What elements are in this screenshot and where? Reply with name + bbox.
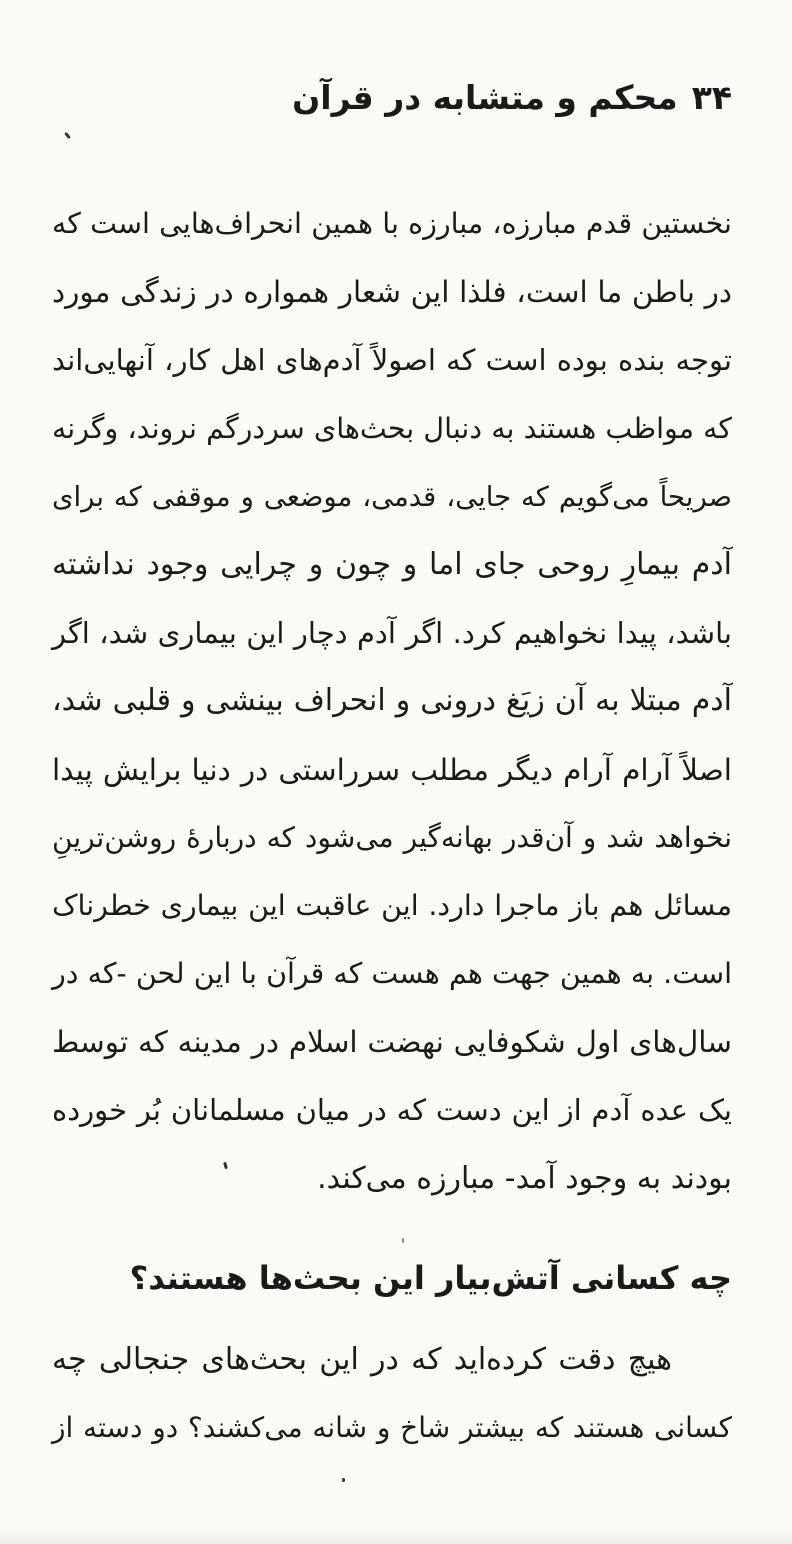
page-number: ۳۴	[691, 78, 732, 117]
text-line: است. به همین جهت هم هست که قرآن با این لحن -که در	[52, 957, 732, 991]
text-line: اصلاً آرام آرام دیگر مطلب سرراستی در دنیا برایش پیدا	[52, 752, 732, 787]
text-line: باشد، پیدا نخواهیم کرد. اگر آدم دچار این بیماری شد، اگر	[52, 616, 732, 651]
text-line: مسائل هم باز ماجرا دارد. این عاقبت این بیماری خطرناک	[52, 888, 732, 922]
text-line: سال‌های اول شکوفایی نهضت اسلام در مدینه که توسط	[52, 1025, 732, 1060]
paper-speck	[402, 1238, 404, 1243]
page-header	[292, 78, 732, 117]
paper-speck	[342, 1478, 345, 1482]
text-line: هیچ دقت کرده‌اید که در این بحث‌های جنجالی چه	[52, 1342, 672, 1377]
text-line: که مواظب هستند به دنبال بحث‌های سردرگم نروند، وگرنه	[52, 411, 732, 445]
paragraph-main	[52, 190, 732, 1213]
text-line: در باطن ما است، فلذا این شعار همواره در زندگی مورد	[52, 275, 732, 310]
text-line: آدم بیمارِ روحی جای اما و چون و چرایی وجود نداشته	[52, 546, 732, 582]
paper-speck	[64, 132, 71, 139]
section-heading: چه کسانی آتش‌بیار این بحث‌ها هستند؟	[129, 1259, 732, 1297]
paragraph-second	[52, 1326, 732, 1462]
text-line: صریحاً می‌گویم که جایی، قدمی، موضعی و موقفی که برای	[52, 480, 732, 513]
page-bottom-edge	[0, 1530, 792, 1544]
text-line: توجه بنده بوده است که اصولاً آدم‌های اهل کار، آنهایی‌اند	[52, 343, 732, 378]
running-title: محکم و متشابه در قرآن	[292, 78, 678, 117]
text-line: آدم مبتلا به آن زیَغ درونی و انحراف بینشی و قلبی شد،	[52, 683, 732, 719]
text-line: بودند به وجود آمد- مبارزه می‌کند.	[317, 1160, 732, 1196]
text-line: کسانی هستند که بیشتر شاخ و شانه می‌کشند؟ دو دسته از	[52, 1411, 732, 1445]
text-line: یک عده آدم از این دست که در میان مسلمانان بُر خورده	[52, 1093, 732, 1128]
text-line: نخواهد شد و آن‌قدر بهانه‌گیر می‌شود که دربارهٔ روشن‌ترینِ	[52, 820, 732, 854]
text-line: نخستین قدم مبارزه، مبارزه با همین انحراف‌هایی است که	[52, 207, 732, 240]
